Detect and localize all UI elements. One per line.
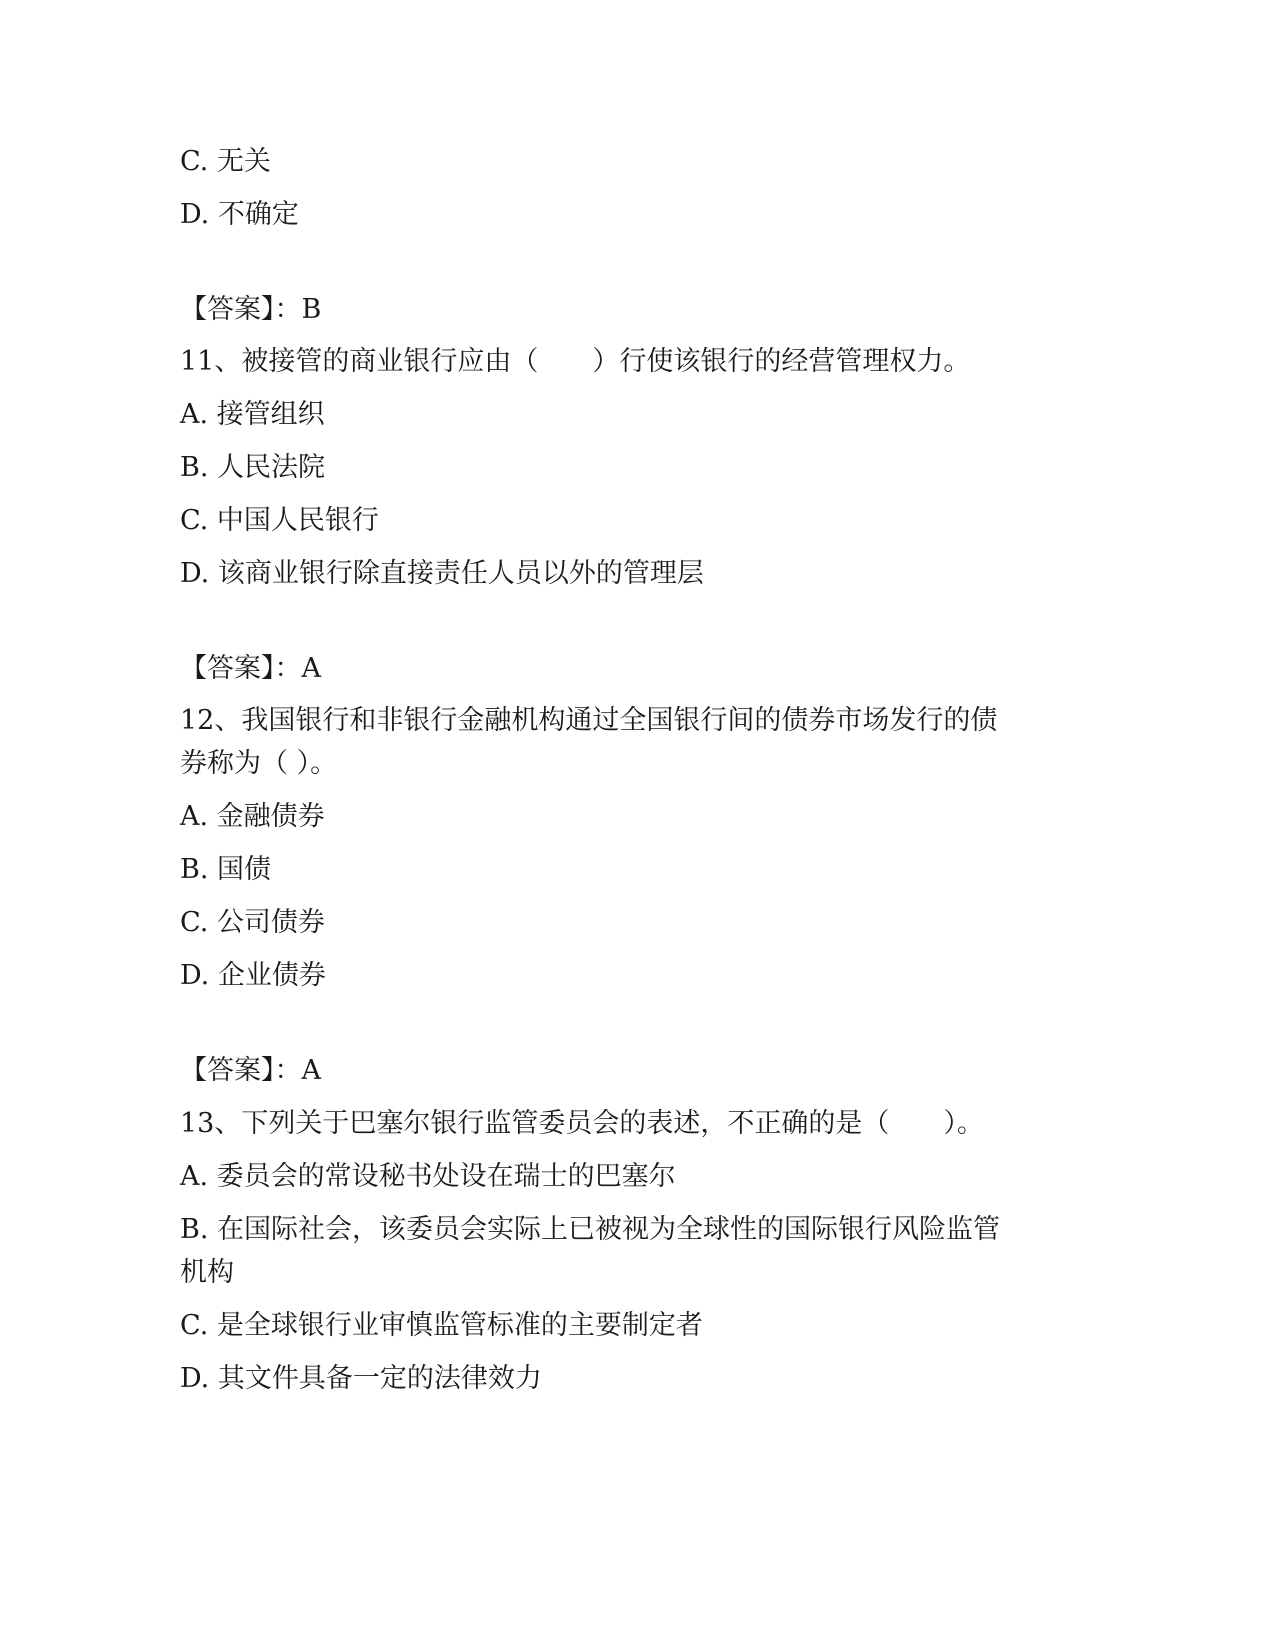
q10-answer: 【答案】：B [180,294,322,325]
q12-answer: 【答案】：A [180,1055,321,1086]
q12-stem-line1: 12、我国银行和非银行金融机构通过全国银行间的债券市场发行的债 [180,705,998,736]
q11-option-a: A. 接管组织 [180,399,325,430]
q11-answer: 【答案】：A [180,653,321,684]
q11-option-d: D. 该商业银行除直接责任人员以外的管理层 [180,558,704,589]
q11-option-b: B. 人民法院 [180,452,326,483]
q12-option-c: C. 公司债券 [180,907,325,938]
q10-option-c: C. 无关 [180,146,271,177]
q13-option-d: D. 其文件具备一定的法律效力 [180,1363,542,1394]
q13-stem: 13、下列关于巴塞尔银行监管委员会的表述，不正确的是（ ）。 [180,1108,984,1139]
q13-option-b-line1: B. 在国际社会，该委员会实际上已被视为全球性的国际银行风险监管 [180,1214,1001,1245]
q12-option-d: D. 企业债券 [180,960,326,991]
q12-option-b: B. 国债 [180,854,272,885]
q11-option-c: C. 中国人民银行 [180,505,379,536]
q10-option-d: D. 不确定 [180,199,299,230]
q13-option-a: A. 委员会的常设秘书处设在瑞士的巴塞尔 [180,1161,676,1192]
q12-option-a: A. 金融债券 [180,801,325,832]
q12-stem-line2: 券称为（ ）。 [180,748,338,779]
q11-stem: 11、被接管的商业银行应由（ ）行使该银行的经营管理权力。 [180,346,971,377]
q13-option-b-line2: 机构 [180,1257,234,1288]
q13-option-c: C. 是全球银行业审慎监管标准的主要制定者 [180,1310,703,1341]
